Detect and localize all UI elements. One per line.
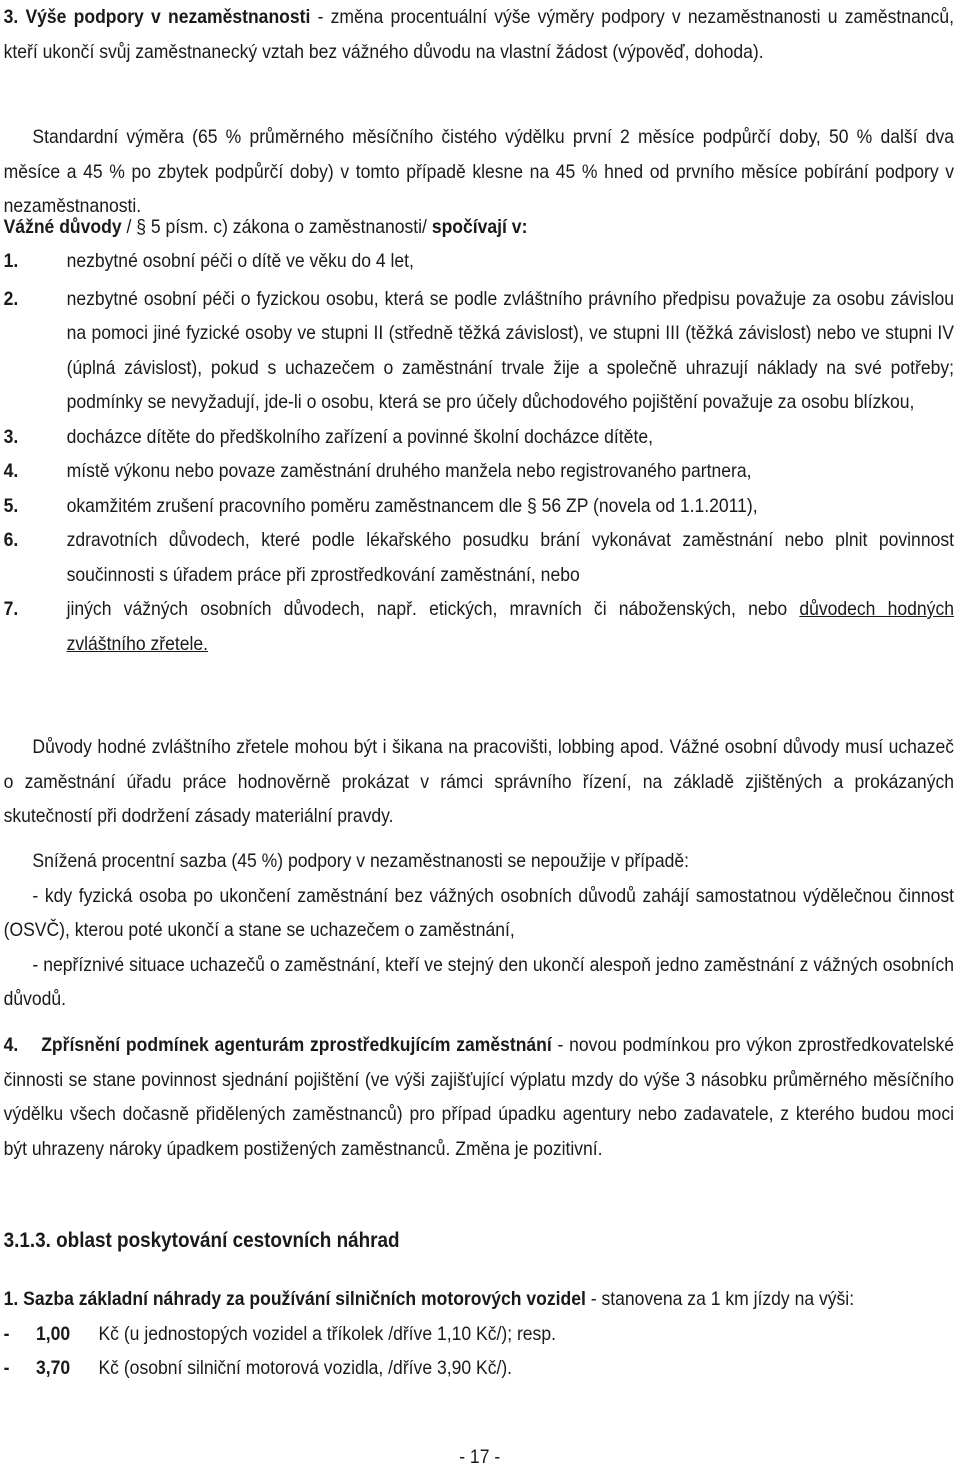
list-text: nezbytné osobní péči o dítě ve věku do 4 let,	[66, 250, 414, 272]
list-item	[4, 523, 954, 592]
section-number: 4.	[3, 1034, 19, 1056]
section-4	[4, 1028, 954, 1166]
rate-dash: -	[3, 1322, 10, 1345]
list-number: 4.	[3, 460, 19, 482]
list-text: nezbytné osobní péči o fyzickou osobu, která se podle zvláštního právního předpisu považuje za osobu závislou na pomoci jiné fyzické osoby ve stupni II (středně těžká závislost), ve stupni III (těžká závislost) nebo ve stupni IV (úplná závislost), pokud s uchazečem o zaměstnání trvale žije a společně uhrazují náklady na své potřeby; podmínky se nevyžadují, jde-li o osobu, která se pro účely důchodového pojištění považuje za osobu blízkou,	[66, 287, 955, 413]
list-text: jiných vážných osobních důvodech, např. etických, mravních či náboženských, nebo	[66, 598, 800, 620]
section-intro-text: - změna procentuální výše výměry podpory v nezaměstnanosti u zaměstnanců, kteří ukončí svůj zaměstnanecký vztah bez vážného důvodu na vlastní žádost (výpověď, dohoda).	[3, 6, 955, 63]
list-item	[4, 244, 954, 279]
reasons-bold: Vážné důvody	[3, 216, 122, 238]
section-title: Zpřísnění podmínek agenturám zprostředkujícím zaměstnání	[41, 1034, 552, 1056]
list-text: okamžitém zrušení pracovního poměru zaměstnancem dle § 56 ZP (novela od 1.1.2011),	[66, 494, 758, 517]
rate-text: - stanovena za 1 km jízdy na výši:	[585, 1288, 855, 1310]
list-number: 3.	[3, 425, 19, 448]
subsection-heading	[4, 1224, 954, 1259]
exception-item: - kdy fyzická osoba po ukončení zaměstnání bez vážných osobních důvodů zahájí samostatnou výdělečnou činnost (OSVČ), kterou poté ukončí a stane se uchazečem o zaměstnání,	[3, 884, 954, 941]
rate-paragraph	[4, 1282, 954, 1386]
rate-amount: 1,00	[36, 1322, 71, 1345]
list-text: docházce dítěte do předškolního zařízení a povinné školní docházce dítěte,	[66, 425, 653, 448]
list-item	[4, 592, 954, 661]
list-item	[4, 454, 954, 489]
page-number: - 17 -	[459, 1446, 501, 1468]
rate-description: Kč (u jednostopých vozidel a tříkolek /dříve 1,10 Kč/); resp.	[98, 1322, 556, 1345]
rate-row	[4, 1351, 954, 1386]
list-number: 7.	[3, 598, 19, 620]
list-number: 2.	[3, 287, 19, 310]
paragraph-text: Důvody hodné zvláštního zřetele mohou být i šikana na pracovišti, lobbing apod. Vážné osobní důvody musí uchazeč o zaměstnání úřadu práce hodnověrně prokázat v rámci správního řízení, na základě zjištěných a prokázaných skutečností při dodržení zásady materiální pravdy.	[3, 736, 955, 827]
section-number: 3.	[3, 6, 19, 28]
section-3-intro	[4, 0, 954, 69]
list-item	[4, 282, 954, 420]
paragraph-text: Standardní výměra (65 % průměrného měsíčního čistého výdělku první 2 měsíce podpůrčí doby, 50 % další dva měsíce a 45 % po zbytek podpůrčí doby) v tomto případě klesne na 45 % hned od prvního měsíce pobírání podpory v nezaměstnanosti.	[3, 126, 955, 217]
rate-amount: 3,70	[36, 1357, 71, 1379]
list-text: místě výkonu nebo povaze zaměstnání druhého manžela nebo registrovaného partnera,	[66, 460, 752, 482]
reduced-rate-paragraph	[4, 844, 954, 1017]
list-number: 1.	[3, 250, 19, 272]
standard-rate-paragraph	[4, 120, 954, 224]
list-number: 5.	[3, 494, 19, 517]
rate-title: Sazba základní náhrady za používání silničních motorových vozidel	[23, 1288, 586, 1310]
reasons-bold-2: spočívají v:	[431, 216, 528, 238]
list-item	[4, 420, 954, 455]
list-number: 6.	[3, 529, 19, 551]
rate-description: Kč (osobní silniční motorová vozidla, /dříve 3,90 Kč/).	[98, 1357, 513, 1379]
exception-item: - nepříznivé situace uchazečů o zaměstnání, kteří ve stejný den ukončí alespoň jedno zaměstnání z vážných osobních důvodů.	[3, 953, 954, 1010]
heading-text: 3.1.3. oblast poskytování cestovních náhrad	[3, 1229, 400, 1252]
rate-number: 1.	[3, 1288, 19, 1310]
list-text: zdravotních důvodech, které podle lékařského posudku brání vykonávat zaměstnání nebo plnit povinnost součinnosti s úřadem práce při zprostředkování zaměstnání, nebo	[66, 529, 955, 586]
list-item	[4, 489, 954, 524]
paragraph-lead: Snížená procentní sazba (45 %) podpory v nezaměstnanosti se nepoužije v případě:	[32, 850, 689, 872]
rate-row	[4, 1317, 954, 1352]
reasons-list	[4, 244, 954, 661]
underlined-phrase: důvodech hodných zvláštního zřetele.	[66, 598, 954, 655]
section-title: Výše podpory v nezaměstnanosti	[25, 6, 311, 28]
rate-dash: -	[3, 1357, 10, 1379]
reasons-lead	[4, 210, 954, 245]
section-text: - novou podmínkou pro výkon zprostředkovatelské činnosti se stane povinnost sjednání pojištění (ve výši zajišťující výplatu mzdy do výše 3 násobku průměrného měsíčního výdělku všech dočasně přidělených zaměstnanců) pro případ úpadku agentury nebo zadavatele, z kterého budou moci být uhrazeny nároky úpadkem postižených zaměstnanců. Změna je pozitivní.	[3, 1034, 955, 1160]
reasons-reference: / § 5 písm. c) zákona o zaměstnanosti/	[121, 216, 432, 238]
special-reasons-paragraph	[4, 730, 954, 834]
